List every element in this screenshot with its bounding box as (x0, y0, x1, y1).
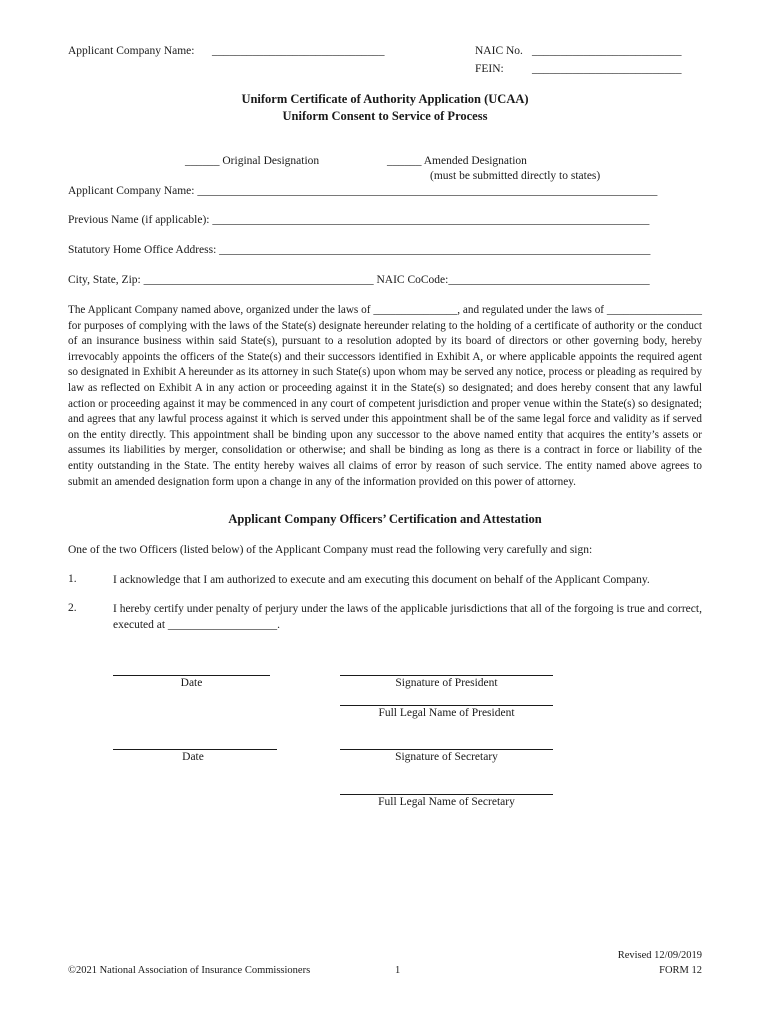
form-subtitle: Uniform Consent to Service of Process (282, 109, 488, 123)
item-number: 2. (68, 602, 77, 614)
president-name-label: Full Legal Name of President (378, 707, 515, 719)
president-signature-label: Signature of President (395, 677, 498, 689)
naic-label: NAIC No. (475, 45, 523, 57)
date-label: Date (180, 677, 203, 689)
amended-note: (must be submitted directly to states) (430, 170, 601, 182)
header-company-blank[interactable]: ______________________________ (212, 45, 385, 57)
amended-designation[interactable]: ______ Amended Designation (387, 155, 527, 167)
fein-label: FEIN: (475, 63, 504, 75)
secretary-signature-line[interactable] (340, 749, 553, 750)
consent-paragraph: The Applicant Company named above, organized under the laws of _______________, and regulated under the laws of _________________ for purposes of complying with the laws of the State(s) designate hereunder relating to the holding of a certificate of authority or the conduct of an insurance business within said State(s), pursuant to a resolution adopted by its board of directors or other governing body, hereby irrevocably appoints the officers of the State(s) and their successors identified in Exhibit A, or where applicable appoints the required agent so designated in Exhibit A hereunder as its attorney in such State(s) upon whom may be served any notice, process or pleading as required by law as reflected on Exhibit A in any action or proceeding against it in the State(s) so designated; and does hereby consent that any lawful action or proceeding against it may be commenced in any court of competent jurisdiction and proper venue within the State(s) so designated; and agrees that any lawful process against it which is served under this appointment shall be of the same legal force and validity as if served on the entity directly. This appointment shall be binding upon any successor to the above named entity that acquires the entity’s assets or assumes its liabilities by merger, consolidation or otherwise; and shall be binding as long as there is a contract in force or liability of the entity outstanding in the State. The entity hereby waives all claims of error by reason of such service. The entity named above agrees to submit an amended designation form upon a change in any of the information provided on this power of attorney. (68, 304, 702, 488)
city-state-zip-field[interactable]: City, State, Zip: ________________________________________ NAIC CoCode:___________________________________ (68, 274, 650, 286)
president-signature-line[interactable] (340, 675, 553, 676)
home-office-field[interactable]: Statutory Home Office Address: ___________________________________________________________________________ (68, 244, 651, 256)
date-line[interactable] (113, 749, 277, 750)
naic-blank[interactable]: __________________________ (532, 45, 682, 57)
fein-blank[interactable]: __________________________ (532, 63, 682, 75)
form-number: FORM 12 (659, 965, 702, 976)
header-company-label: Applicant Company Name: (68, 45, 195, 57)
original-designation[interactable]: ______ Original Designation (185, 155, 320, 167)
date-label: Date (182, 751, 204, 763)
certification-heading: Applicant Company Officers’ Certification and Attestation (228, 512, 542, 526)
secretary-name-label: Full Legal Name of Secretary (378, 796, 515, 808)
acknowledgement-text: I acknowledge that I am authorized to execute and am executing this document on behalf of the Applicant Company. (113, 574, 650, 586)
certify-text: I hereby certify under penalty of perjury under the laws of the applicable jurisdictions that all of the forgoing is true and correct, executed at ___________________. (113, 603, 702, 631)
item-number: 1. (68, 573, 77, 585)
previous-name-field[interactable]: Previous Name (if applicable): ____________________________________________________________________________ (68, 214, 650, 226)
page-number: 1 (395, 965, 401, 976)
footer-copyright: ©2021 National Association of Insurance Commissioners (68, 965, 311, 976)
certification-intro: One of the two Officers (listed below) of the Applicant Company must read the following very carefully and sign: (68, 544, 593, 556)
secretary-name-line[interactable] (340, 794, 553, 795)
revised-date: Revised 12/09/2019 (617, 950, 702, 961)
secretary-signature-label: Signature of Secretary (395, 751, 498, 763)
company-name-field[interactable]: Applicant Company Name: ________________________________________________________________________________ (68, 185, 658, 197)
date-line[interactable] (113, 675, 270, 676)
form-title: Uniform Certificate of Authority Application (UCAA) (241, 92, 529, 106)
president-name-line[interactable] (340, 705, 553, 706)
